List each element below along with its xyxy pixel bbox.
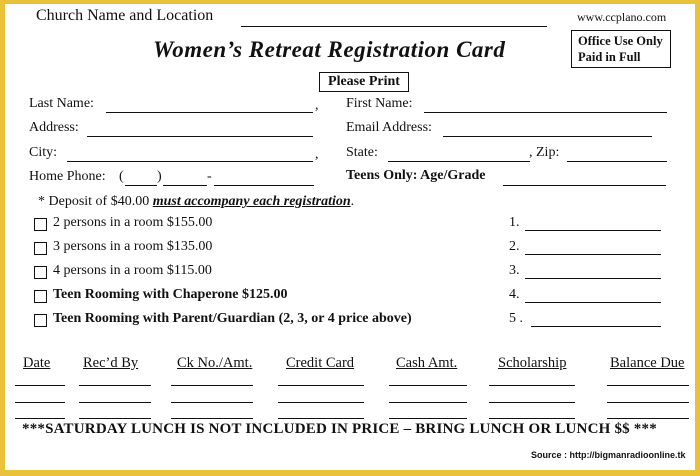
registration-card bbox=[5, 4, 695, 470]
paid-in-full-text: Paid in Full bbox=[578, 50, 641, 64]
teen-age-grade-field[interactable] bbox=[503, 185, 666, 186]
source-credit: Source : http://bigmanradioonline.tk bbox=[531, 450, 686, 460]
column-header-check: Ck No./Amt. bbox=[177, 355, 253, 371]
roommate-number: 3. bbox=[509, 263, 520, 278]
church-name-line[interactable] bbox=[241, 26, 547, 27]
first-name-label: First Name: bbox=[346, 96, 413, 111]
room-option-checkbox[interactable] bbox=[34, 314, 47, 327]
last-name-label: Last Name: bbox=[29, 96, 94, 111]
roommate-number: 2. bbox=[509, 239, 520, 254]
office-entry-line[interactable] bbox=[79, 402, 151, 403]
phone-close-paren: ) bbox=[157, 169, 162, 184]
email-field[interactable] bbox=[443, 136, 652, 137]
room-option-label: 2 persons in a room $155.00 bbox=[53, 215, 213, 230]
phone-open-paren: ( bbox=[119, 169, 124, 184]
room-option-label: 3 persons in a room $135.00 bbox=[53, 239, 213, 254]
phone-dash: - bbox=[207, 169, 212, 184]
city-field[interactable] bbox=[67, 161, 313, 162]
office-entry-line[interactable] bbox=[79, 418, 151, 419]
teens-only-label: Teens Only: Age/Grade bbox=[346, 168, 486, 183]
office-entry-line[interactable] bbox=[79, 385, 151, 386]
office-use-text: Office Use Only bbox=[578, 34, 663, 48]
state-field[interactable] bbox=[388, 161, 530, 162]
deposit-prefix: * Deposit of $40.00 bbox=[38, 194, 150, 209]
roommate-number: 4. bbox=[509, 287, 520, 302]
office-entry-line[interactable] bbox=[389, 385, 467, 386]
room-option-checkbox[interactable] bbox=[34, 218, 47, 231]
office-entry-line[interactable] bbox=[15, 402, 65, 403]
comma-text: , bbox=[315, 147, 319, 162]
church-name-label: Church Name and Location bbox=[36, 7, 214, 24]
office-entry-line[interactable] bbox=[278, 402, 364, 403]
office-entry-line[interactable] bbox=[607, 385, 689, 386]
roommate-name-field[interactable] bbox=[525, 278, 661, 279]
home-phone-label: Home Phone: bbox=[29, 169, 106, 184]
address-label: Address: bbox=[29, 120, 79, 135]
city-label: City: bbox=[29, 145, 58, 160]
state-label: State: bbox=[346, 145, 378, 160]
office-entry-line[interactable] bbox=[171, 402, 253, 403]
roommate-number: 1. bbox=[509, 215, 520, 230]
column-header-date: Date bbox=[23, 355, 51, 371]
office-entry-line[interactable] bbox=[389, 402, 467, 403]
deposit-emphasis: must accompany each registration bbox=[152, 194, 351, 209]
phone-number-field[interactable] bbox=[214, 185, 314, 186]
deposit-suffix: . bbox=[350, 194, 355, 209]
office-entry-line[interactable] bbox=[607, 402, 689, 403]
column-header-scholarship: Scholarship bbox=[498, 355, 567, 371]
zip-field[interactable] bbox=[567, 161, 667, 162]
office-entry-line[interactable] bbox=[278, 418, 364, 419]
first-name-field[interactable] bbox=[424, 112, 667, 113]
roommate-name-field[interactable] bbox=[531, 326, 661, 327]
column-header-balance-due: Balance Due bbox=[610, 355, 685, 371]
phone-area-code-field[interactable] bbox=[125, 185, 157, 186]
office-entry-line[interactable] bbox=[489, 418, 575, 419]
roommate-name-field[interactable] bbox=[525, 230, 661, 231]
room-option-label: Teen Rooming with Parent/Guardian (2, 3, or 4 price above) bbox=[53, 311, 412, 326]
room-option-checkbox[interactable] bbox=[34, 266, 47, 279]
card-title: Women’s Retreat Registration Card bbox=[153, 37, 506, 62]
column-header-cash: Cash Amt. bbox=[396, 355, 458, 371]
room-option-label: 4 persons in a room $115.00 bbox=[53, 263, 212, 278]
room-option-checkbox[interactable] bbox=[34, 242, 47, 255]
roommate-number: 5 . bbox=[509, 311, 523, 326]
last-name-field[interactable] bbox=[106, 112, 313, 113]
roommate-name-field[interactable] bbox=[525, 302, 661, 303]
email-label: Email Address: bbox=[346, 120, 432, 135]
room-option-checkbox[interactable] bbox=[34, 290, 47, 303]
office-use-box bbox=[571, 30, 671, 68]
office-entry-line[interactable] bbox=[278, 385, 364, 386]
please-print-text: Please Print bbox=[328, 74, 400, 89]
roommate-name-field[interactable] bbox=[525, 254, 661, 255]
please-print-box bbox=[319, 72, 409, 92]
zip-label: , Zip: bbox=[529, 145, 560, 160]
office-entry-line[interactable] bbox=[15, 418, 65, 419]
website-text: www.ccplano.com bbox=[577, 10, 667, 24]
room-option-label: Teen Rooming with Chaperone $125.00 bbox=[53, 287, 288, 302]
office-entry-line[interactable] bbox=[171, 418, 253, 419]
phone-prefix-field[interactable] bbox=[163, 185, 207, 186]
office-entry-line[interactable] bbox=[489, 402, 575, 403]
comma-text: , bbox=[315, 98, 319, 113]
address-field[interactable] bbox=[87, 136, 313, 137]
deposit-note bbox=[38, 194, 354, 210]
column-header-credit-card: Credit Card bbox=[286, 355, 355, 371]
office-entry-line[interactable] bbox=[171, 385, 253, 386]
lunch-notice: ***SATURDAY LUNCH IS NOT INCLUDED IN PRICE – BRING LUNCH OR LUNCH $$ *** bbox=[22, 421, 657, 437]
office-entry-line[interactable] bbox=[607, 418, 689, 419]
office-entry-line[interactable] bbox=[489, 385, 575, 386]
office-entry-line[interactable] bbox=[15, 385, 65, 386]
office-entry-line[interactable] bbox=[389, 418, 467, 419]
column-header-recd-by: Rec’d By bbox=[83, 355, 139, 371]
